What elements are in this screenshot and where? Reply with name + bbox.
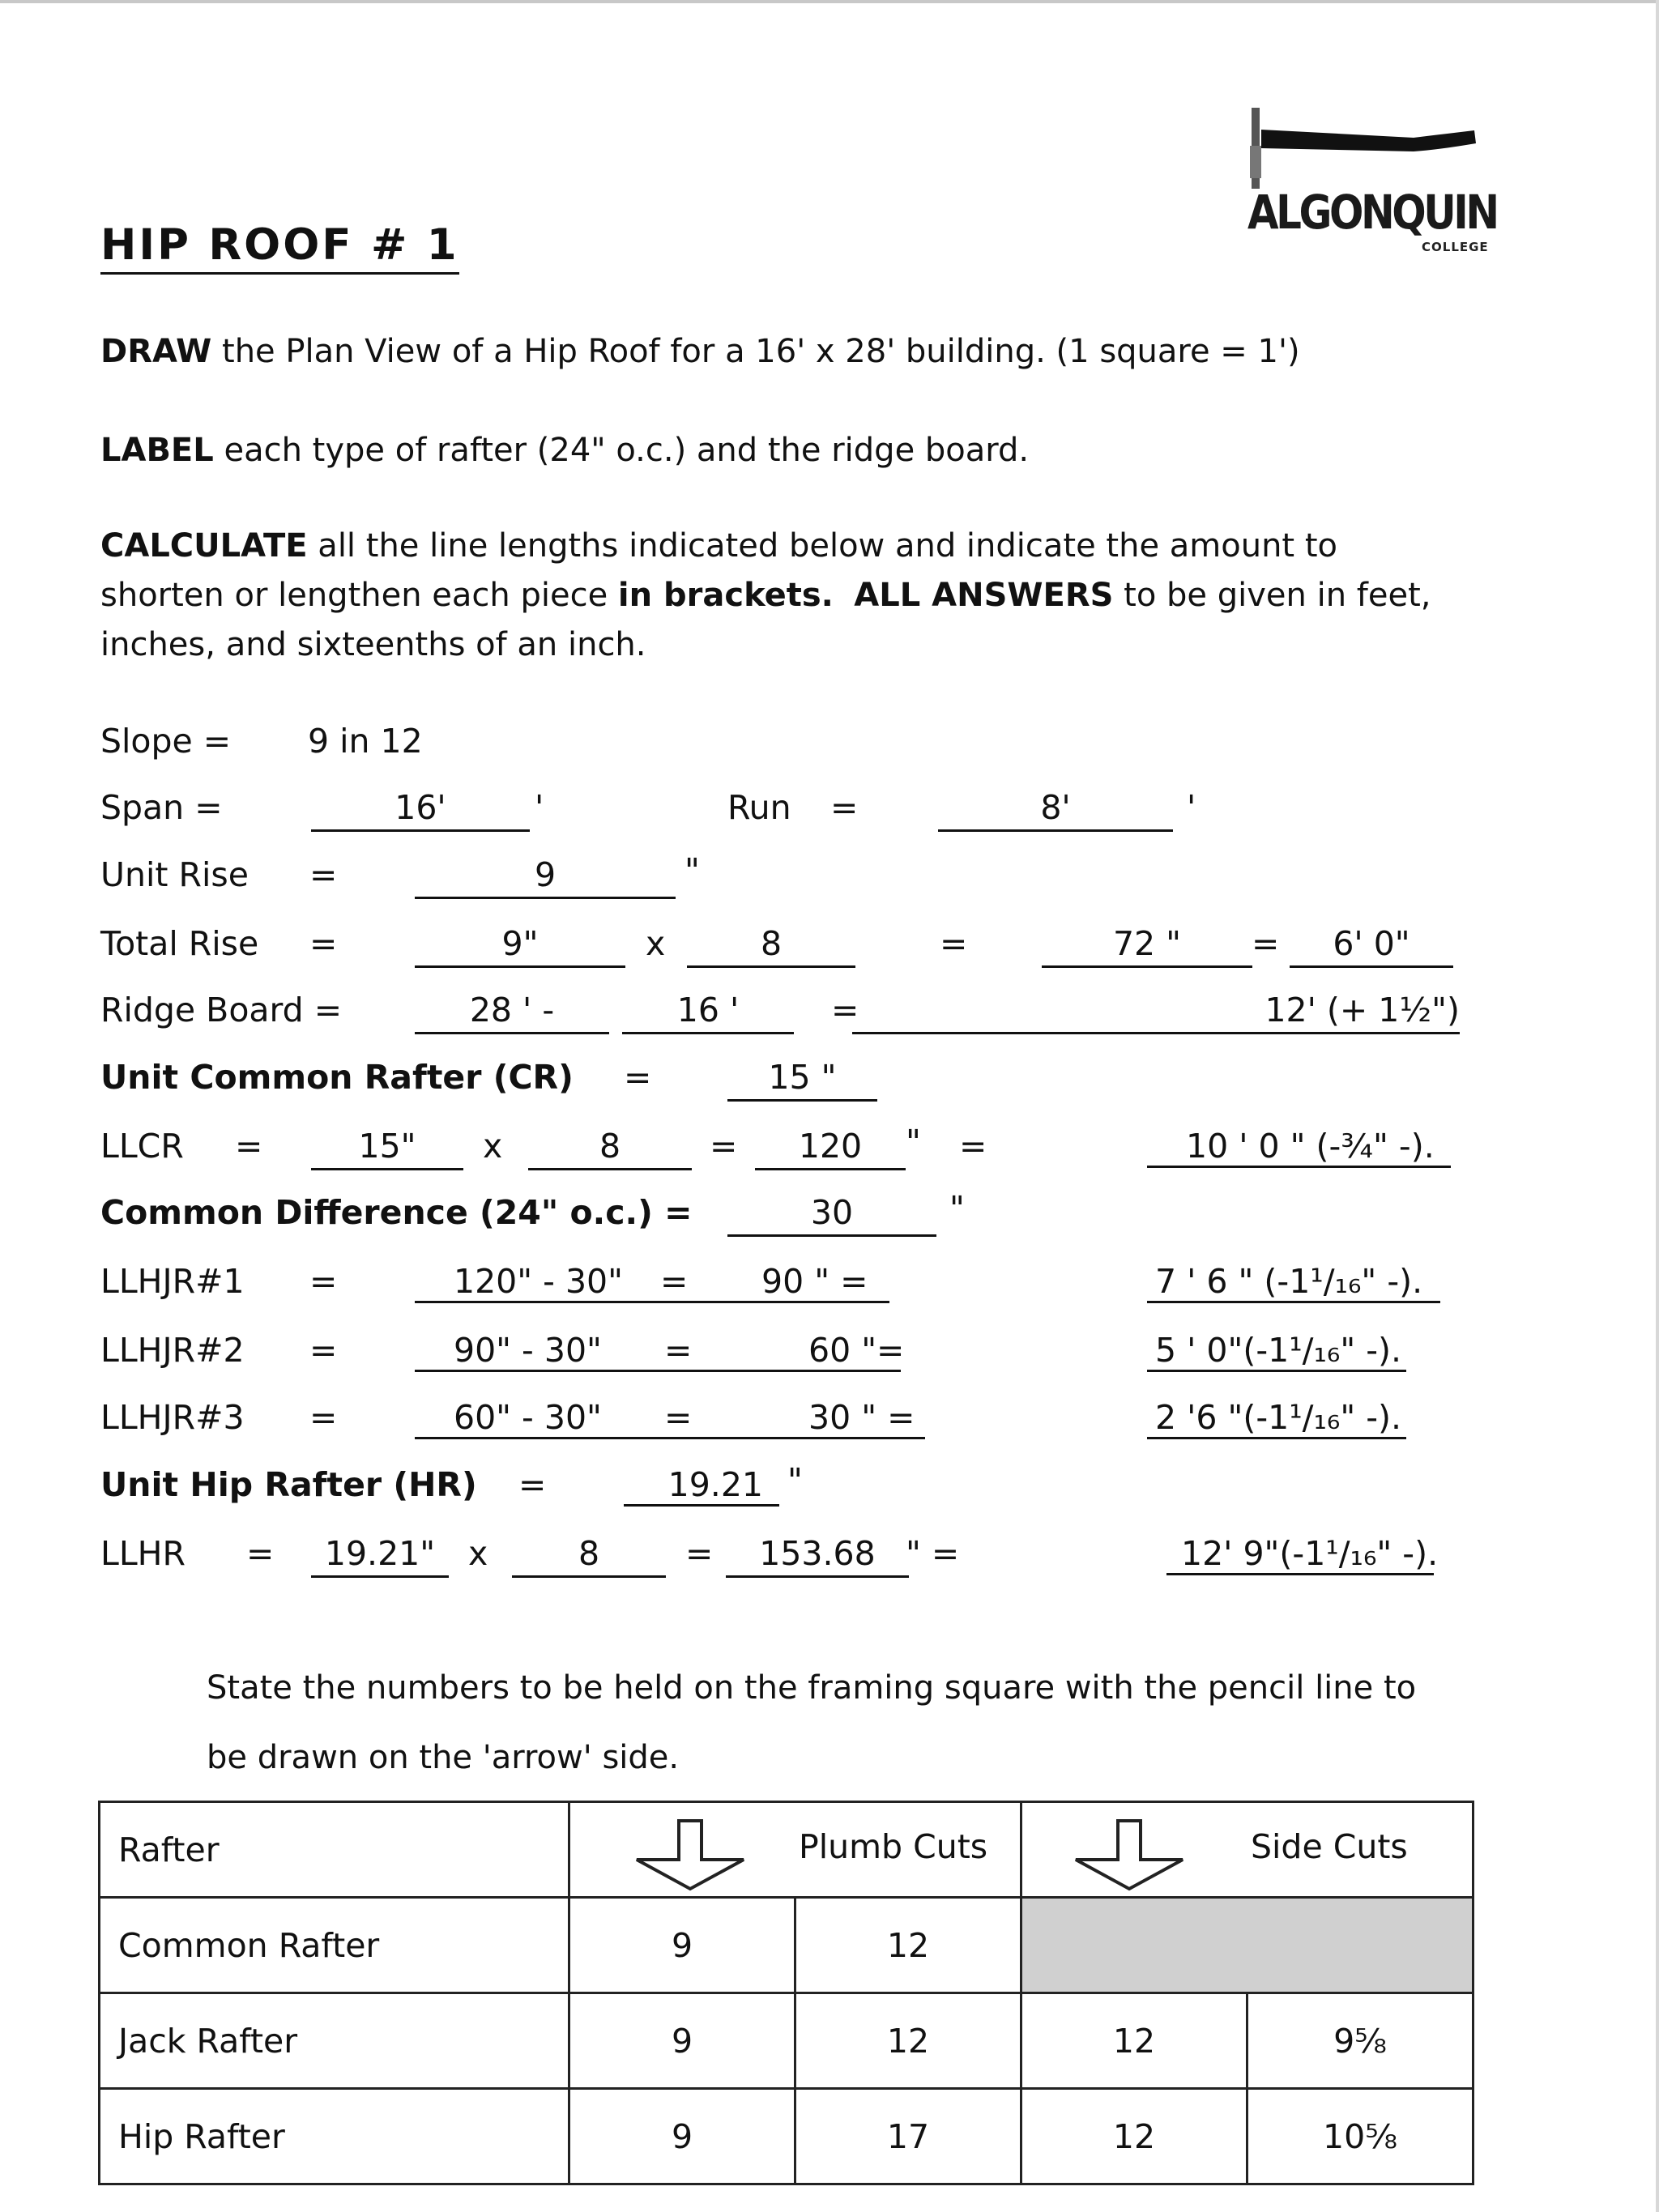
llhr-equals-2: = [685,1534,714,1573]
ridge-board-answer: 12' (+ 1½") [852,990,1460,1034]
llcr-equals: = [235,1127,263,1166]
slope-value: 9 in 12 [308,722,423,761]
unit-hr-equals: = [518,1465,547,1504]
llcr-run: 8 [528,1126,692,1170]
common-difference-answer: 30 [727,1192,936,1237]
unit-rise-label: Unit Rise [100,855,249,894]
hip-rafter-side-2: 10⅝ [1247,2089,1473,2184]
hip-rafter-plumb-1: 9 [569,2089,795,2184]
side-cuts-header [1022,1803,1472,1896]
llhr-equals: = [246,1534,275,1573]
total-rise-equals-2: = [940,924,968,963]
ridge-board-label: Ridge Board = [100,991,343,1029]
ridge-board-span: 16 ' [622,990,794,1034]
llhjr2-calc: 90" - 30" [415,1330,901,1372]
common-rafter-side-cuts-na [1021,1898,1473,1993]
llhr-inches: 153.68 [726,1533,909,1578]
llcr-answer: 10 ' 0 " (-¾" -). [1147,1126,1451,1168]
common-rafter-plumb-2: 12 [795,1898,1021,1993]
header-rafter [100,1802,569,1898]
unit-cr-label: Unit Common Rafter (CR) [100,1058,574,1097]
jack-rafter-plumb-1: 9 [569,1993,795,2089]
run-equals: = [830,788,859,827]
framing-square-note-line1: State the numbers to be held on the framing square with the pencil line to [207,1669,1417,1707]
llhjr2-equals: = [309,1331,338,1370]
header-side-cuts [1021,1802,1473,1898]
header-rafter-label: Rafter [118,1830,220,1869]
slope-label: Slope = [100,722,232,761]
down-arrow-icon [1073,1818,1186,1892]
draw-text: the Plan View of a Hip Roof for a 16' x 28' building. (1 square = 1') [211,333,1300,370]
llhjr2-answer: 5 ' 0"(-1¹/₁₆" -). [1147,1330,1406,1372]
plumb-cuts-header [570,1803,1020,1896]
llhr-label: LLHR [100,1534,186,1573]
unit-rise-answer: 9 [415,855,676,899]
common-rafter-plumb-1: 9 [569,1898,795,1993]
span-answer: 16' [311,787,530,832]
total-rise-equals-3: = [1252,924,1280,963]
llhjr1-inches: 90 " = [761,1262,868,1301]
jack-rafter-side-2: 9⅝ [1247,1993,1473,2089]
table-row [100,2089,1473,2184]
total-rise-times: x [646,924,666,963]
hip-rafter-plumb-2: 17 [795,2089,1021,2184]
llhjr1-label: LLHJR#1 [100,1262,245,1301]
llhr-times: x [468,1534,488,1573]
all-answers-keyword: ALL ANSWERS [854,577,1114,614]
unit-rise-unit: " [684,851,700,890]
llcr-label: LLCR [100,1127,184,1166]
llcr-equals-2: = [710,1127,738,1166]
draw-keyword: DRAW [100,333,212,370]
llhr-run: 8 [512,1533,666,1578]
llhjr1-equals: = [309,1262,338,1301]
calculate-keyword: CALCULATE [100,527,308,565]
table-row [100,1898,1473,1993]
logo-wordmark: ALGONQUIN [1247,185,1497,240]
llhjr3-equals: = [309,1398,338,1437]
llhjr3-calc: 60" - 30" [415,1397,925,1439]
unit-cr-equals: = [624,1058,652,1097]
label-text: each type of rafter (24" o.c.) and the ridge board. [213,432,1030,469]
unit-rise-equals: = [309,855,338,894]
header-plumb-cuts [569,1802,1021,1898]
calculate-text: all the line lengths indicated below and indicate the amount to shorten or lengthen each piece [100,527,1337,614]
llhjr3-label: LLHJR#3 [100,1398,245,1437]
total-rise-unit-rise: 9" [415,923,625,968]
run-answer: 8' [938,787,1173,832]
label-keyword: LABEL [100,432,214,469]
common-difference-label: Common Difference (24" o.c.) = [100,1193,693,1232]
llcr-equals-3: = [959,1127,987,1166]
run-unit: ' [1187,788,1196,827]
ridge-board-length: 28 ' - [415,990,609,1034]
ridge-board-equals: = [831,991,859,1029]
llhjr3-inches: 30 " = [808,1398,915,1437]
page-title: HIP ROOF # 1 [100,220,459,275]
draw-instruction [100,327,1478,377]
page-right-border [1656,0,1659,2212]
llhjr3-answer: 2 '6 "(-1¹/₁₆" -). [1147,1397,1406,1439]
llhjr3-equals-2: = [664,1398,693,1437]
row-common-rafter-name: Common Rafter [100,1898,569,1993]
llcr-times: x [483,1127,503,1166]
jack-rafter-plumb-2: 12 [795,1993,1021,2089]
calculate-instruction [100,522,1469,670]
total-rise-inches: 72 " [1042,923,1252,968]
llcr-inch-mark: " [906,1123,921,1161]
span-label: Span = [100,788,223,827]
llcr-unit: 15" [311,1126,463,1170]
calculate-text-2: to be given in feet, inches, and sixteenths of an inch. [100,577,1431,663]
hip-rafter-side-1: 12 [1021,2089,1247,2184]
total-rise-label: Total Rise [100,924,259,963]
logo-subtitle: COLLEGE [1422,240,1489,254]
table-header-row [100,1802,1473,1898]
llhjr1-equals-2: = [660,1262,689,1301]
jack-rafter-side-1: 12 [1021,1993,1247,2089]
cuts-table [98,1801,1474,2185]
run-label: Run [727,788,791,827]
framing-square-note-line2: be drawn on the 'arrow' side. [207,1739,680,1776]
llhjr1-answer: 7 ' 6 " (-1¹/₁₆" -). [1147,1261,1440,1303]
common-difference-unit: " [949,1189,965,1228]
page-top-border [0,0,1659,3]
label-instruction [100,426,1478,475]
llhr-inch-equals: " = [906,1534,960,1573]
unit-hr-unit: " [787,1461,803,1500]
total-rise-feet: 6' 0" [1290,923,1453,968]
total-rise-equals: = [309,924,338,963]
total-rise-run: 8 [687,923,855,968]
table-row [100,1993,1473,2089]
side-cuts-label: Side Cuts [1251,1827,1408,1866]
down-arrow-icon [633,1818,747,1892]
llhjr2-inches: 60 "= [808,1331,905,1370]
unit-hr-answer: 19.21 [624,1464,779,1507]
llhjr1-calc: 120" - 30" [415,1261,889,1303]
unit-hr-label: Unit Hip Rafter (HR) [100,1465,477,1504]
unit-cr-answer: 15 " [727,1057,877,1102]
llhr-unit: 19.21" [311,1533,449,1578]
plumb-cuts-label: Plumb Cuts [799,1827,988,1866]
llcr-inches: 120 [755,1126,906,1170]
brackets-keyword: in brackets. [617,577,834,614]
row-hip-rafter-name: Hip Rafter [100,2089,569,2184]
span-unit: ' [535,788,544,827]
llhr-answer: 12' 9"(-1¹/₁₆" -). [1166,1533,1434,1575]
llhjr2-equals-2: = [664,1331,693,1370]
row-jack-rafter-name: Jack Rafter [100,1993,569,2089]
llhjr2-label: LLHJR#2 [100,1331,245,1370]
